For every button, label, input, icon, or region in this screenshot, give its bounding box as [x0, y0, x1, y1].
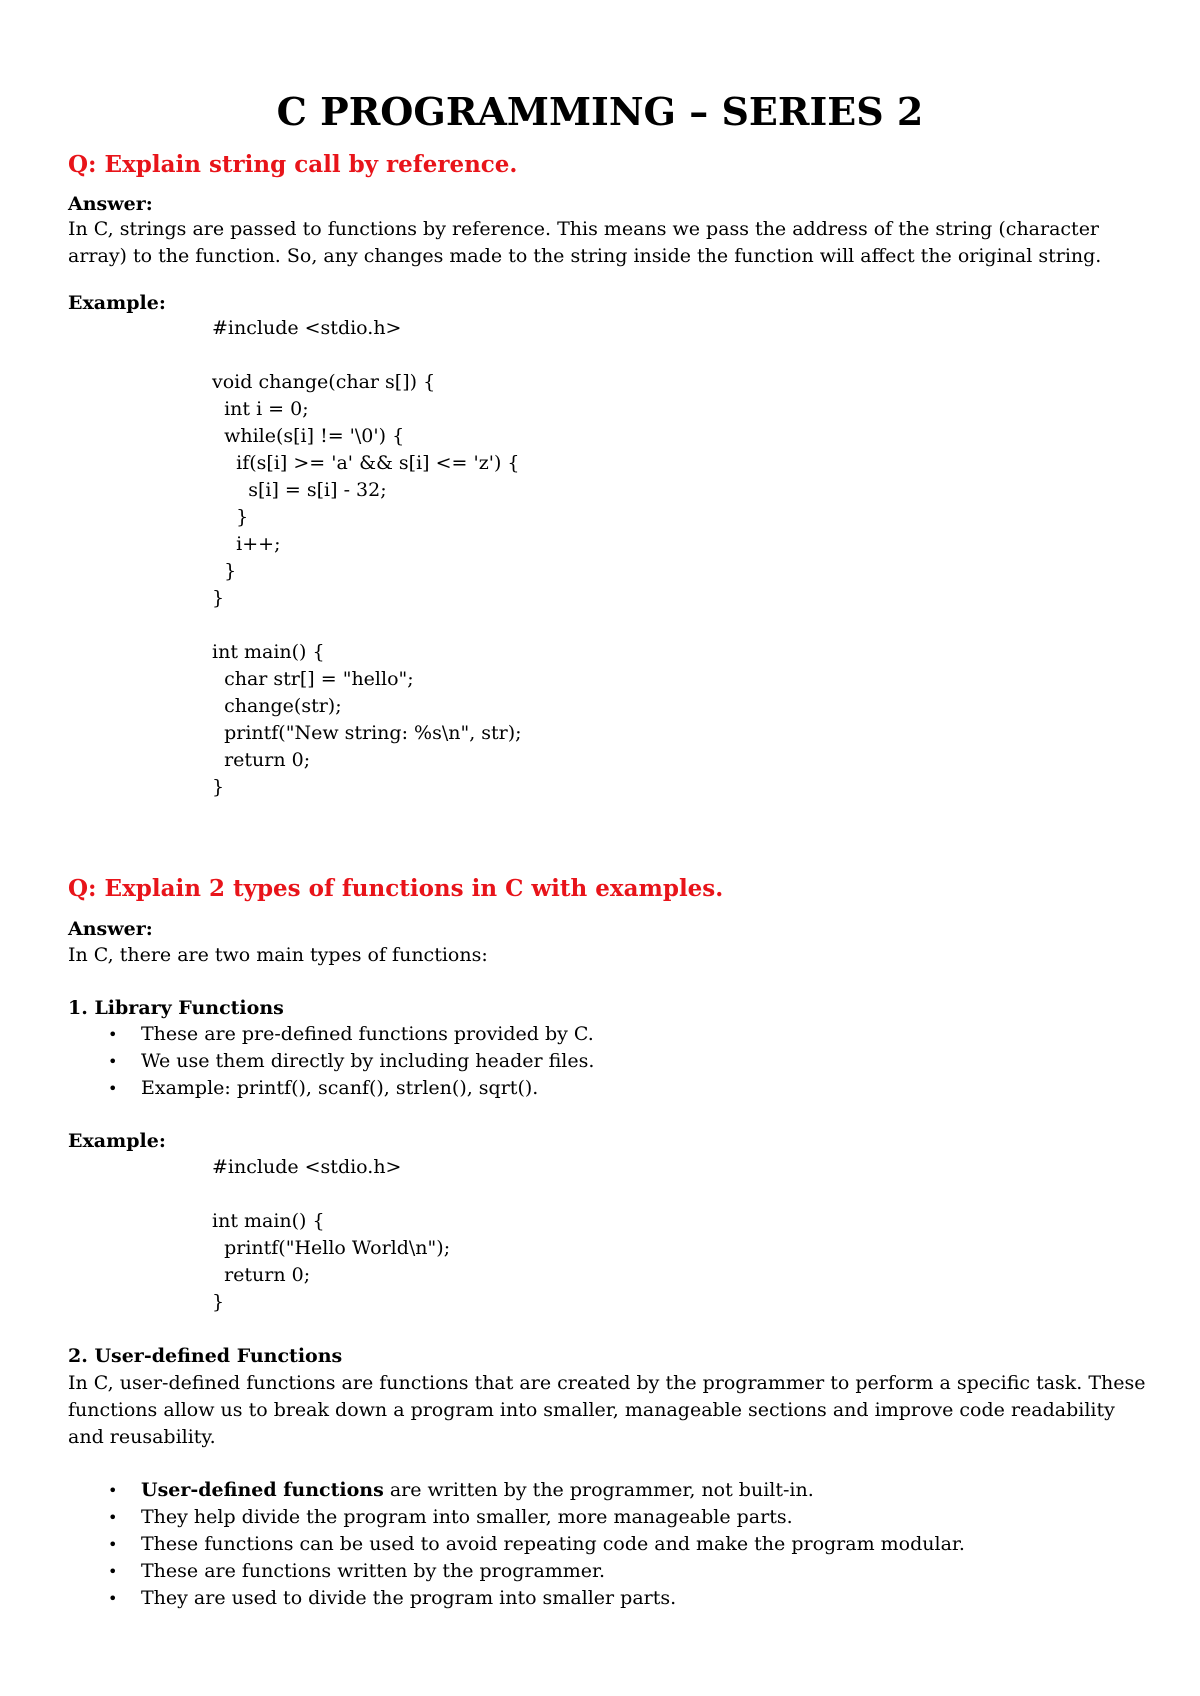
user-defined-description	[68, 1370, 1148, 1451]
code-line: }	[212, 587, 225, 609]
library-functions-list	[104, 1021, 594, 1102]
list-item	[104, 1558, 965, 1585]
user-defined-functions-heading: 2. User-defined Functions	[68, 1345, 343, 1367]
code-line: while(s[i] != '\0') {	[212, 425, 405, 447]
example-2-label: Example:	[68, 1130, 166, 1152]
user-defined-desc-line: functions allow us to break down a program into smaller, manageable sections and improve code readability	[68, 1399, 1115, 1421]
code-line: return 0;	[212, 1264, 311, 1286]
list-item-text: Example: printf(), scanf(), strlen(), sqrt().	[141, 1077, 539, 1099]
list-item	[104, 1531, 965, 1558]
bullet-icon: •	[108, 1535, 118, 1554]
list-item-text: We use them directly by including header files.	[141, 1050, 595, 1072]
bullet-icon: •	[108, 1025, 118, 1044]
answer-1-line: array) to the function. So, any changes made to the string inside the function will affect the original string.	[68, 245, 1102, 267]
list-item-bold-text: User-defined functions	[141, 1479, 384, 1501]
answer-2-label: Answer:	[68, 918, 153, 940]
code-line: int i = 0;	[212, 398, 309, 420]
answer-2-intro	[68, 942, 1148, 969]
answer-1-line: In C, strings are passed to functions by reference. This means we pass the address of the string (character	[68, 218, 1100, 240]
code-line: #include <stdio.h>	[212, 317, 402, 339]
list-item-text: They help divide the program into smaller, more manageable parts.	[141, 1506, 793, 1528]
example-1-label: Example:	[68, 292, 166, 314]
code-line: change(str);	[212, 695, 342, 717]
list-item-text: These are pre-defined functions provided by C.	[141, 1023, 594, 1045]
answer-1-label: Answer:	[68, 193, 153, 215]
list-item-text: These are functions written by the programmer.	[141, 1560, 606, 1582]
code-line: if(s[i] >= 'a' && s[i] <= 'z') {	[212, 452, 520, 474]
list-item-text: These functions can be used to avoid repeating code and make the program modular.	[141, 1533, 965, 1555]
list-item-text: are written by the programmer, not built-in.	[383, 1479, 814, 1501]
code-line: char str[] = "hello";	[212, 668, 414, 690]
code-line: void change(char s[]) {	[212, 371, 436, 393]
question-1-heading: Q: Explain string call by reference.	[68, 151, 518, 178]
code-line: i++;	[212, 533, 281, 555]
bullet-icon: •	[108, 1589, 118, 1608]
list-item	[104, 1048, 594, 1075]
list-item	[104, 1021, 594, 1048]
code-line: printf("New string: %s\n", str);	[212, 722, 522, 744]
list-item	[104, 1585, 965, 1612]
code-line: s[i] = s[i] - 32;	[212, 479, 387, 501]
code-line: return 0;	[212, 749, 311, 771]
answer-1-text	[68, 216, 1148, 270]
code-block-1	[212, 315, 522, 801]
code-line: }	[212, 1291, 225, 1313]
list-item-text: They are used to divide the program into smaller parts.	[141, 1587, 677, 1609]
bullet-icon: •	[108, 1508, 118, 1527]
page-title: C PROGRAMMING – SERIES 2	[276, 89, 924, 134]
library-functions-heading: 1. Library Functions	[68, 997, 284, 1019]
bullet-icon: •	[108, 1562, 118, 1581]
code-line: #include <stdio.h>	[212, 1156, 402, 1178]
code-line: }	[212, 506, 249, 528]
user-defined-desc-line: and reusability.	[68, 1426, 216, 1448]
question-2-heading: Q: Explain 2 types of functions in C with examples.	[68, 875, 724, 902]
code-line	[212, 1181, 450, 1208]
user-defined-functions-list	[104, 1477, 965, 1612]
code-block-2	[212, 1154, 450, 1316]
user-defined-desc-line: In C, user-defined functions are functions that are created by the programmer to perform a specific task. These	[68, 1372, 1146, 1394]
bullet-icon: •	[108, 1079, 118, 1098]
code-line: }	[212, 560, 237, 582]
list-item	[104, 1075, 594, 1102]
code-line: printf("Hello World\n");	[212, 1237, 451, 1259]
code-line: int main() {	[212, 641, 325, 663]
bullet-icon: •	[108, 1052, 118, 1071]
code-line	[212, 612, 522, 639]
answer-2-intro-line: In C, there are two main types of functions:	[68, 944, 488, 966]
list-item	[104, 1504, 965, 1531]
code-line	[212, 342, 522, 369]
bullet-icon: •	[108, 1481, 118, 1500]
list-item	[104, 1477, 965, 1504]
code-line: }	[212, 776, 225, 798]
code-line: int main() {	[212, 1210, 325, 1232]
